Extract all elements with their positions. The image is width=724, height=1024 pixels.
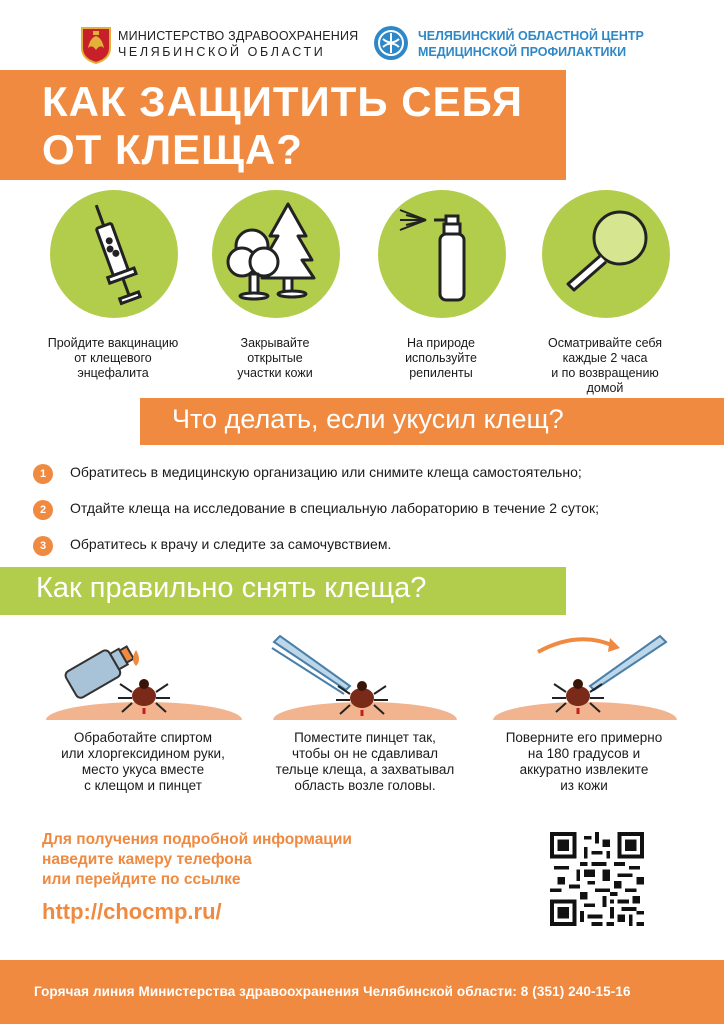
bite-step-3: Обратитесь к врачу и следите за самочувствием. (70, 536, 392, 552)
prevention-caption-3: На природе используйте репиленты (405, 336, 477, 380)
info-text: Для получения подробной информации наведите камеру телефона или перейдите по ссылке (42, 831, 352, 888)
step-number-badge: 3 (33, 536, 53, 556)
removal-caption-2: Поместите пинцет так, чтобы он не сдавливал тельце клеща, а захватывал область возле головы. (275, 730, 455, 793)
alcohol-bottle-icon (44, 630, 244, 730)
removal-caption-3: Поверните его примерно на 180 градусов и аккуратно извлеките из кожи (505, 730, 663, 793)
qr-code[interactable] (550, 832, 644, 926)
step-number-badge: 1 (33, 464, 53, 484)
prevention-caption-2: Закрывайте открытые участки кожи (237, 336, 313, 380)
syringe-icon (50, 190, 178, 318)
page-title: КАК ЗАЩИТИТЬ СЕБЯ ОТ КЛЕЩА? (42, 78, 523, 173)
website-link[interactable]: http://chocmp.ru/ (42, 899, 222, 924)
removal-caption-1: Обработайте спиртом или хлоргексидином руки, место укуса вместе с клещом и пинцет (61, 730, 225, 793)
prevention-caption-1: Пройдите вакцинацию от клещевого энцефалита (47, 336, 179, 380)
trees-icon (212, 190, 340, 318)
tweezers-icon (270, 630, 460, 730)
step-number-badge: 2 (33, 500, 53, 520)
magnifier-icon (542, 190, 670, 318)
spray-icon (378, 190, 506, 318)
center-name (418, 28, 644, 60)
bite-step-2: Отдайте клеща на исследование в специальную лабораторию в течение 2 суток; (70, 500, 600, 516)
hotline-text: Горячая линия Министерства здравоохранения Челябинской области: 8 (351) 240-15-16 (34, 984, 631, 999)
rotate-tweezers-icon (490, 630, 680, 730)
removal-heading: Как правильно снять клеща? (36, 572, 427, 604)
center-line-1: ЧЕЛЯБИНСКИЙ ОБЛАСТНОЙ ЦЕНТР (418, 29, 644, 43)
ministry-name (118, 28, 358, 60)
bite-heading: Что делать, если укусил клещ? (172, 404, 564, 434)
bite-step-1: Обратитесь в медицинскую организацию или снимите клеща самостоятельно; (70, 464, 582, 480)
center-line-2: МЕДИЦИНСКОЙ ПРОФИЛАКТИКИ (418, 45, 627, 59)
ministry-line-1: МИНИСТЕРСТВО ЗДРАВООХРАНЕНИЯ (118, 29, 359, 43)
prevention-caption-4: Осматривайте себя каждые 2 часа и по возвращению домой (547, 336, 663, 395)
center-logo-icon (372, 24, 410, 62)
ministry-emblem-icon (80, 26, 112, 64)
ministry-line-2: ЧЕЛЯБИНСКОЙ ОБЛАСТИ (118, 45, 326, 59)
